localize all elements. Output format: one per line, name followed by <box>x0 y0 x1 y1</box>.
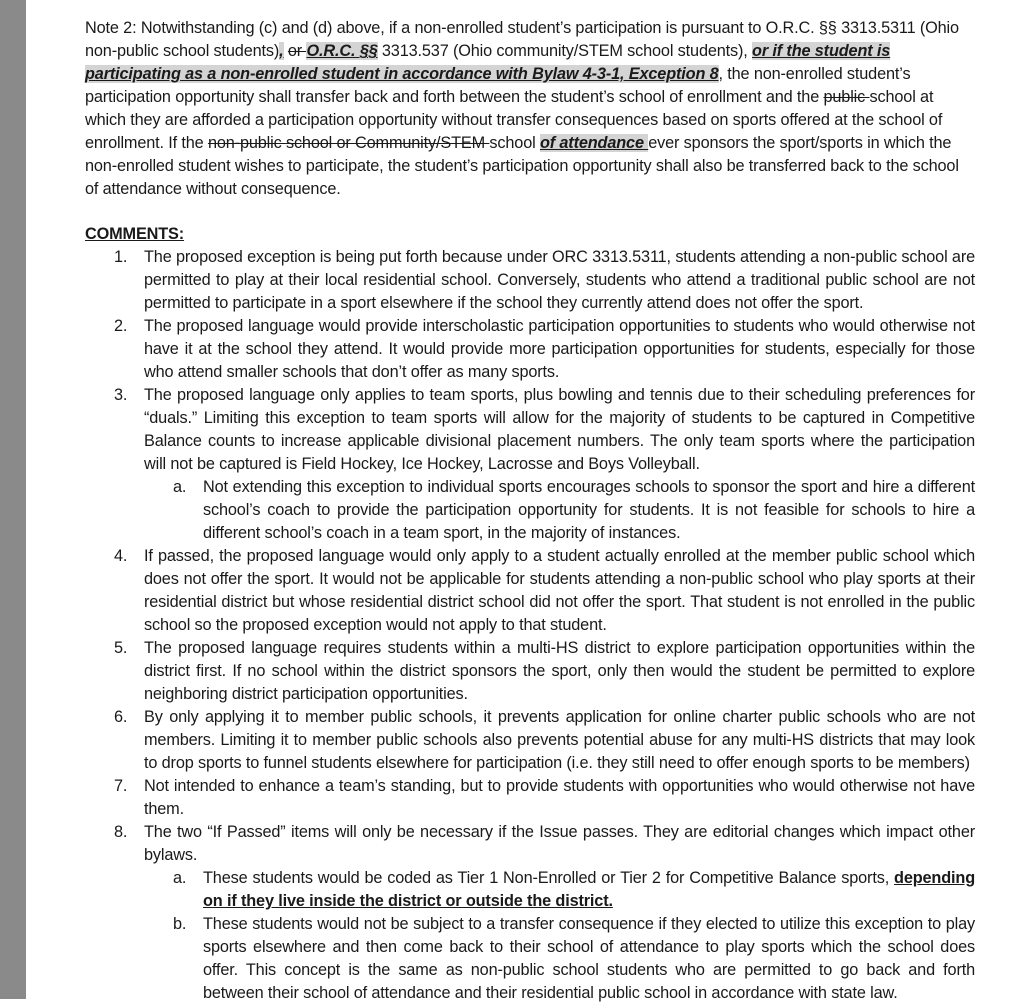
comment-subitem <box>144 867 975 913</box>
comment-text: The two “If Passed” items will only be necessary if the Issue passes. They are editorial changes which impact other bylaws. <box>144 823 975 864</box>
subitem-text: These students would be coded as Tier 1 Non-Enrolled or Tier 2 for Competitive Balance sports, <box>203 869 895 887</box>
comment-text: Not intended to enhance a team’s standing, but to provide students with opportunities who would otherwise not have them. <box>144 777 975 818</box>
comment-item <box>85 821 975 1005</box>
comment-item <box>85 706 975 775</box>
inserted-text: of attendance <box>539 134 649 152</box>
comments-heading: COMMENTS: <box>85 225 185 243</box>
comment-text: The proposed language would provide interscholastic participation opportunities to students who would otherwise not have it at the school they attend. It would provide more participation opportunities for students, especially for those who attend smaller schools that don’t offer as many sports. <box>144 317 975 381</box>
comment-subitem <box>144 913 975 1005</box>
inserted-text: , <box>279 42 284 60</box>
comment-item <box>85 384 975 545</box>
inserted-text: O.R.C. §§ <box>306 42 378 60</box>
comment-number: 4. <box>114 547 128 565</box>
comment-sublist <box>144 867 975 1005</box>
comment-number: 1. <box>114 248 128 266</box>
comment-text: If passed, the proposed language would only apply to a student actually enrolled at the member public school which does not offer the sport. It would not be applicable for students attending a non-public school who play sports at their residential district but whose residential district school did not offer the sport. That student is not enrolled in the public school so the proposed exception would not apply to that student. <box>144 547 975 634</box>
note-2-paragraph <box>85 17 975 201</box>
comment-number: 3. <box>114 386 128 404</box>
comment-number: 2. <box>114 317 128 335</box>
comment-item <box>85 775 975 821</box>
comment-item <box>85 315 975 384</box>
deleted-text: public <box>823 88 870 106</box>
comment-number: 6. <box>114 708 128 726</box>
comment-item <box>85 637 975 706</box>
comment-number: 5. <box>114 639 128 657</box>
comment-number: 8. <box>114 823 128 841</box>
subitem-text: These students would not be subject to a transfer consequence if they elected to utilize this exception to play sports elsewhere and then come back to their school of attendance to play sports which the school does offer. This concept is the same as non-public school students who are permitted to go back and forth between their school of attendance and their residential public school in accordance with state law. <box>203 915 975 1002</box>
note-text: 3313.537 (Ohio community/STEM school students), <box>377 42 753 60</box>
note-text: school at which they are afforded a participation opportunity without transfer consequences based on sports offered at the school of enrollment. If the <box>85 88 943 152</box>
comments-list <box>85 246 975 1005</box>
note-text: school <box>489 134 540 152</box>
subitem-letter: a. <box>173 478 187 496</box>
comment-text: The proposed language requires students within a multi-HS district to explore participation opportunities within the district first. If no school within the district sponsors the sport, only then would the student be permitted to explore neighboring district participation opportunities. <box>144 639 975 703</box>
comment-number: 7. <box>114 777 128 795</box>
subitem-letter: a. <box>173 869 187 887</box>
deleted-text: non-public school or Community/STEM <box>207 134 490 152</box>
comment-sublist <box>144 476 975 545</box>
deleted-text: or <box>287 42 307 60</box>
comment-item <box>85 246 975 315</box>
subitem-text: Not extending this exception to individual sports encourages schools to sponsor the sport and hire a different school’s coach to provide the participation opportunity for students. It is not feasible for schools to hire a different school’s coach in a team sport, in the majority of instances. <box>203 478 975 542</box>
emphasized-text: depending on if they live inside the district or outside the district. <box>203 869 975 910</box>
comment-text: The proposed exception is being put forth because under ORC 3313.5311, students attending a non-public school are permitted to play at their local residential school. Conversely, students who attend a traditional public school are not permitted to participate in a sport elsewhere if the school they currently attend does not offer the sport. <box>144 248 975 312</box>
note-text: Note 2: Notwithstanding (c) and (d) above, if a non-enrolled student’s participation is pursuant to O.R.C. §§ 3313.5311 (Ohio non-public school students) <box>85 19 959 60</box>
comment-item <box>85 545 975 637</box>
comment-text: The proposed language only applies to team sports, plus bowling and tennis due to their scheduling preferences for “duals.” Limiting this exception to team sports will allow for the majority of students to be captured in Competitive Balance counts to increase applicable divisional placement numbers. The only team sports where the participation will not be captured is Field Hockey, Ice Hockey, Lacrosse and Boys Volleyball. <box>144 386 975 473</box>
subitem-letter: b. <box>173 915 187 933</box>
viewer-sidebar <box>0 0 26 999</box>
note-text: , the non-enrolled student’s participation opportunity shall transfer back and forth between the student’s school of enrollment and the <box>85 65 911 106</box>
comment-text: By only applying it to member public schools, it prevents application for online charter public schools who are not members. Limiting it to member public schools also prevents potential abuse for any multi-HS districts that may look to drop sports to funnel students elsewhere for participation (i.e. they still need to offer enough sports to be members) <box>144 708 975 772</box>
note-2-text <box>85 17 975 201</box>
comment-subitem <box>144 476 975 545</box>
document-page <box>85 17 975 1005</box>
note-text: ever sponsors the sport/sports in which the non-enrolled student wishes to participate, the student’s participation opportunity shall also be transferred back to the school of attendance without consequence. <box>85 134 959 198</box>
inserted-text: or if the student is participating as a non-enrolled student in accordance with Bylaw 4-3-1, Exception 8 <box>85 42 891 83</box>
